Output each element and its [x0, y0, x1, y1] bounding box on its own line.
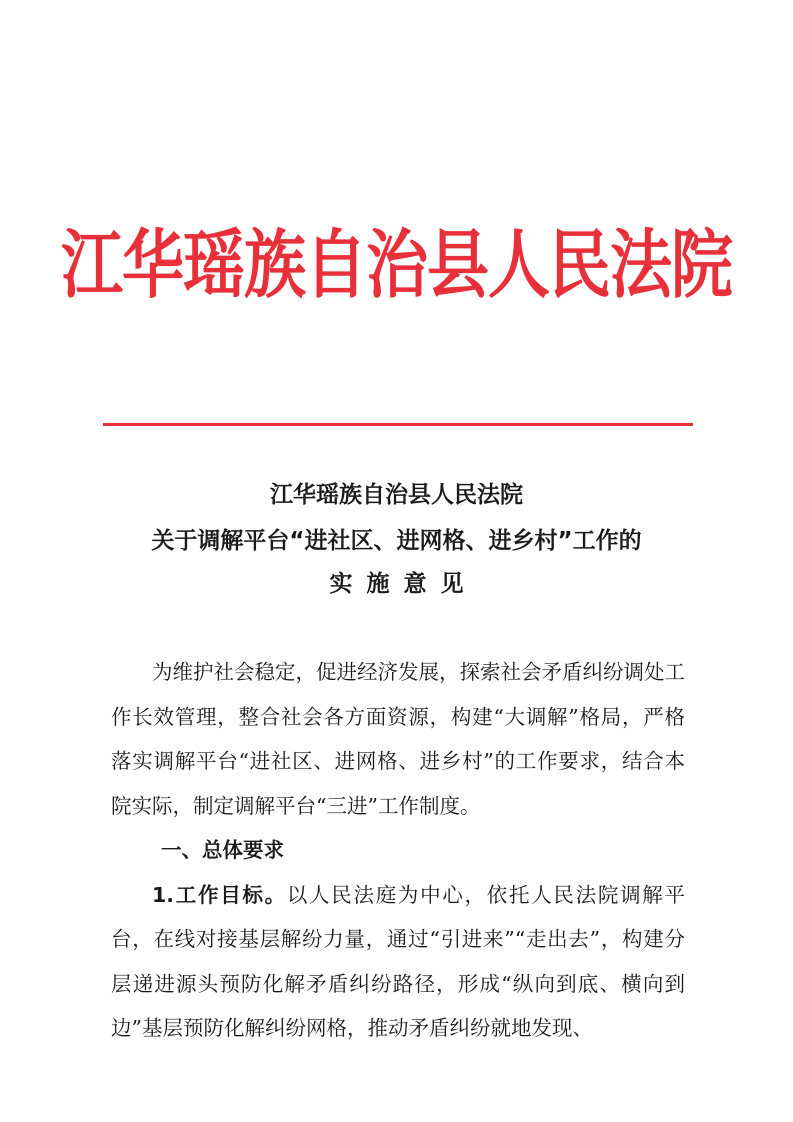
court-masthead: 江华瑶族自治县人民法院: [60, 220, 732, 309]
item-text-work-goals: 以人民法庭为中心，依托人民法院调解平台，在线对接基层解纷力量，通过“引进来”“走出去”，构建分层递进源头预防化解矛盾纠纷路径，形成“纵向到底、横向到边”基层预防化解纠纷网格，推动矛盾纠纷就地发现、: [111, 882, 685, 1040]
item-paragraph-work-goals: [111, 873, 685, 1051]
document-title-issuer: 江华瑶族自治县人民法院: [270, 482, 523, 508]
intro-paragraph: 为维护社会稳定，促进经济发展，探索社会矛盾纠纷调处工作长效管理，整合社会各方面资源，构建“大调解”格局，严格落实调解平台“进社区、进网格、进乡村”的工作要求，结合本院实际，制定调解平台“三进”工作制度。: [111, 660, 685, 818]
document-title-type: 实施意见: [329, 571, 478, 597]
item-lead-work-goals: 1.工作目标。: [152, 882, 287, 907]
document-title-subject: 关于调解平台“进社区、进网格、进乡村”工作的: [151, 528, 642, 554]
section-heading-general-requirements: 一、总体要求: [161, 838, 284, 862]
masthead-divider: [103, 423, 693, 426]
document-body: [111, 650, 685, 1051]
